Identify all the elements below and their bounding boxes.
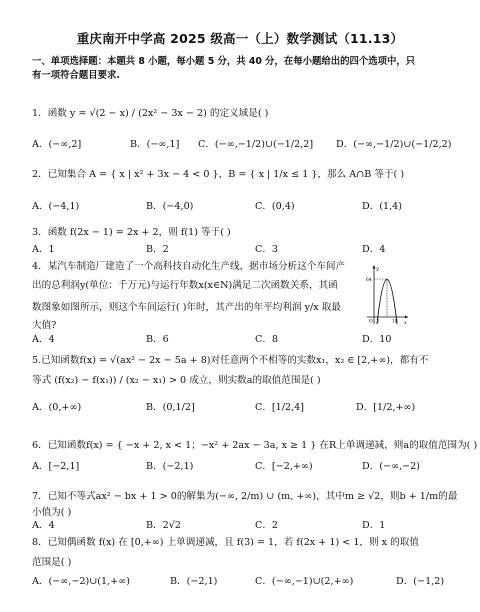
question-4-option-a: A．4 — [32, 334, 55, 345]
question-4-stem-line-2: 出的总利润y(单位：千万元)与运行年数x(x∈N)满足二次函数关系，其函 — [32, 280, 338, 291]
question-2-option-b: B．(−4,0) — [146, 201, 194, 212]
tick-label-2: 2 — [376, 319, 380, 325]
question-6-option-b: B．(−2,1) — [146, 461, 194, 472]
question-4-option-b: B．6 — [146, 334, 169, 345]
question-8-stem-line-2: 范围是( ) — [32, 557, 72, 568]
question-4-stem-line-3: 数图象如图所示，则这个车间运行( )年时，其产出的年平均利润 y/x 取最 — [32, 302, 341, 313]
question-3-option-d: D．4 — [362, 244, 386, 255]
x-axis-label: x — [404, 320, 407, 326]
question-6-option-d: D．(−∞,−2) — [362, 461, 420, 472]
question-7-stem-line-1: 7．已知不等式ax² − bx + 1 > 0的解集为(−∞, 2/m) ∪ (m, +∞)，其中m ≥ √2，则b + 1/m的最 — [32, 491, 458, 502]
question-7-option-a: A．4 — [32, 520, 55, 531]
section-heading-line-1: 一、单项选择题：本题共 8 小题，每小题 5 分，共 40 分，在每小题给出的四个选项中，只 — [32, 56, 416, 67]
question-5-option-d: D．[1/2,+∞) — [356, 402, 416, 413]
tick-label-18: 18 — [392, 319, 398, 325]
question-5-stem-line-1: 5.已知函数f(x) = √(ax² − 2x − 5a + 8)对任意两个不相等的实数x₁，x₂ ∈ [2,+∞)，都有不 — [32, 355, 429, 366]
question-1-option-a: A．(−∞,2] — [32, 139, 82, 150]
question-2-option-a: A．(−4,1) — [32, 201, 80, 212]
question-5-option-a: A．(0,+∞) — [32, 402, 82, 413]
question-1-stem: 1．函数 y = √(2 − x) / (2x² − 3x − 2) 的定义域是( ) — [32, 108, 269, 119]
question-5-stem-line-2: 等式 (f(x₂) − f(x₁)) / (x₂ − x₁) > 0 成立，则实数a的取值范围是( ) — [32, 375, 321, 386]
question-6-option-c: C．[−2,+∞) — [255, 461, 313, 472]
question-3-option-c: C．3 — [255, 244, 279, 255]
question-8-option-a: A．(−∞,−2)∪(1,+∞) — [32, 576, 130, 587]
question-4-option-d: D．10 — [362, 334, 392, 345]
question-3-option-b: B．2 — [146, 244, 169, 255]
question-3-option-a: A．1 — [32, 244, 55, 255]
question-4-stem-line-1: 4．某汽车制造厂建造了一个高科技自动化生产线，据市场分析这个车间产 — [32, 261, 346, 272]
question-2-option-d: D．(1,4) — [362, 201, 403, 212]
question-3-stem: 3．函数 f(2x − 1) = 2x + 2，则 f(1) 等于( ) — [32, 227, 231, 238]
peak-value-label: 64 — [366, 278, 372, 283]
question-5-option-b: B．(0,1/2] — [146, 402, 195, 413]
question-1-option-b: B．(−∞,1] — [130, 139, 180, 150]
question-8-option-c: C．(−∞,−1)∪(2,+∞) — [255, 576, 354, 587]
question-1-option-c: C．(−∞,−1/2)∪(−1/2,2] — [198, 139, 314, 150]
question-8-option-b: B．(−2,1) — [170, 576, 218, 587]
question-7-option-d: D．1 — [362, 520, 386, 531]
question-6-stem: 6．已知函数f(x) = { −x + 2, x < 1；−x² + 2ax − 3a, x ≥ 1 } 在R上单调递减，则a的取值范围为( ) — [32, 440, 478, 451]
x-axis-arrow — [405, 316, 408, 319]
profit-parabola-figure — [363, 262, 409, 326]
question-8-option-d: D．(−1,2) — [396, 576, 445, 587]
question-1-option-d: D．(−∞,−1/2)∪(−1/2,2) — [336, 139, 452, 150]
question-4-option-c: C．8 — [255, 334, 279, 345]
question-2-stem: 2．已知集合 A = { x | x² + 3x − 4 < 0 }，B = { x | 1/x ≤ 1 }，那么 A∩B 等于( ) — [32, 169, 405, 180]
page-title: 重庆南开中学高 2025 级高一（上）数学测试（11.13） — [76, 31, 404, 46]
section-heading-line-2: 有一项符合题目要求. — [32, 70, 120, 81]
question-4-stem-line-4: 大值? — [32, 320, 57, 331]
y-axis-label: y — [376, 266, 379, 272]
question-8-stem-line-1: 8．已知偶函数 f(x) 在 [0,+∞) 上单调递减，且 f(3) = 1，若 f(2x + 1) < 1，则 x 的取值 — [32, 537, 419, 548]
origin-label: O — [369, 319, 373, 325]
question-2-option-c: C．(0,4) — [255, 201, 295, 212]
question-6-option-a: A．[−2,1] — [32, 461, 80, 472]
question-7-option-b: B．2√2 — [146, 520, 181, 531]
question-7-option-c: C．2 — [255, 520, 279, 531]
question-7-stem-line-2: 小值为( ) — [32, 507, 72, 518]
question-5-option-c: C．[1/2,4] — [255, 402, 305, 413]
